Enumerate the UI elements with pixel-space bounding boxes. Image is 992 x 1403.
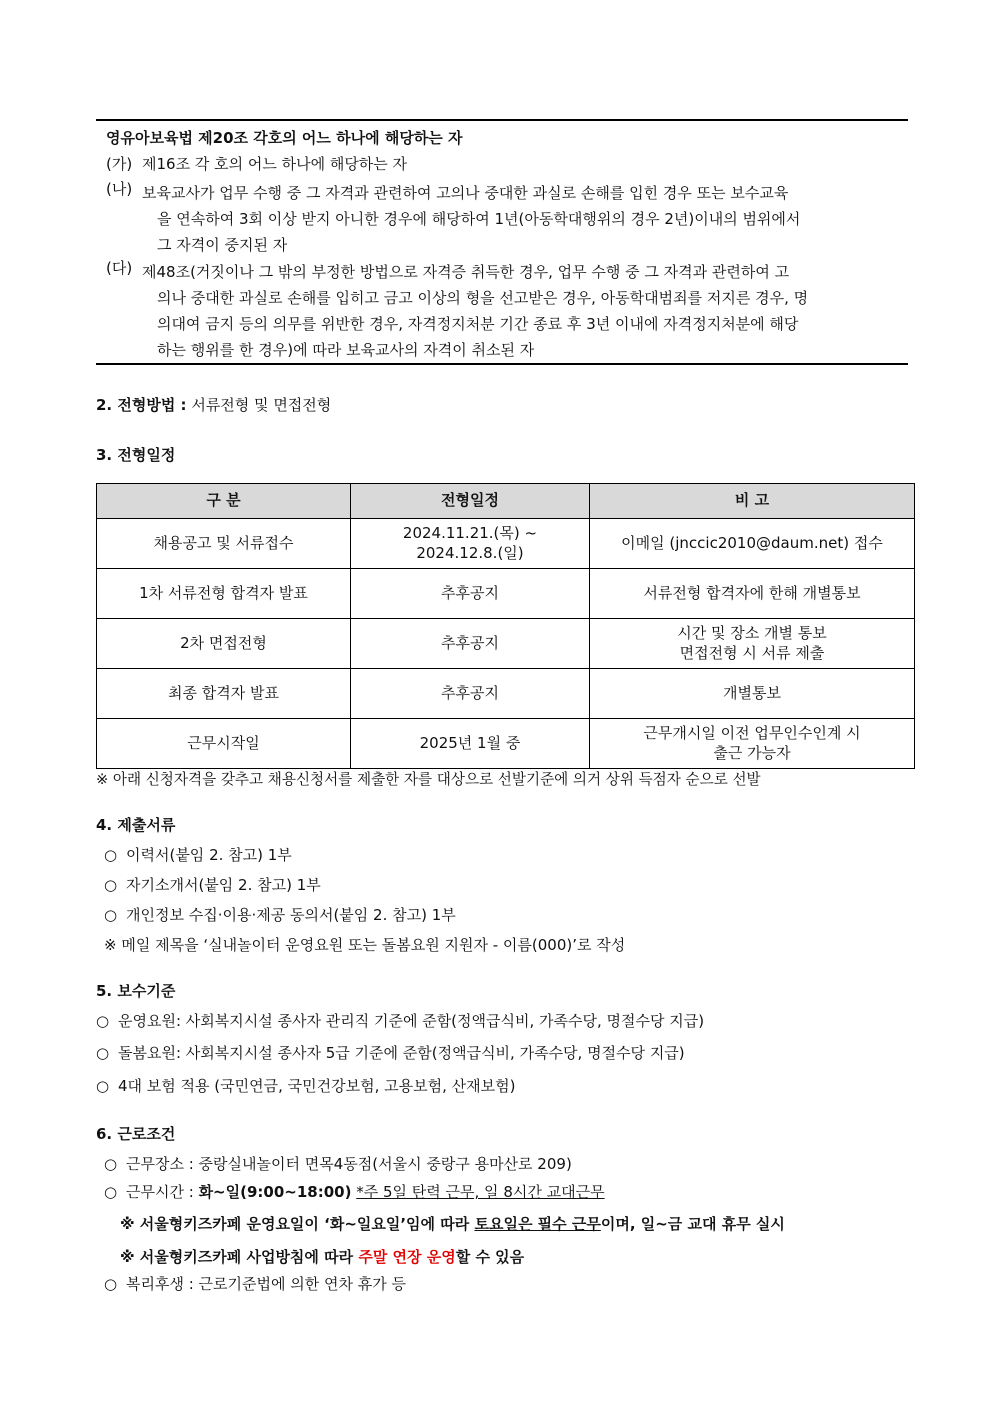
item-text-line: 보육교사가 업무 수행 중 그 자격과 관련하여 고의나 중대한 과실로 손해를 입힌 경우 또는 보수교육 [142, 184, 789, 202]
cell-line: 근무개시일 이전 업무인수인계 시 [643, 724, 861, 742]
document-item [104, 876, 321, 895]
bullet-circle-icon: ○ [104, 846, 118, 864]
table-header-cell: 비 고 [590, 484, 915, 519]
section-3-heading: 3. 전형일정 [96, 446, 176, 464]
qualification-item-da [106, 259, 900, 363]
qualification-item-ga [106, 155, 900, 174]
welfare-text: 복리후생 : 근로기준법에 의한 연차 휴가 등 [126, 1275, 406, 1293]
cell-line: 출근 가능자 [713, 743, 791, 762]
weekday-note-text: ※ 서울형키즈카페 운영요일이 ‘화~일요일’임에 따라 [120, 1215, 475, 1233]
bullet-circle-icon: ○ [104, 1275, 118, 1293]
table-row [97, 519, 915, 569]
document-item-text: 개인정보 수집·이용·제공 동의서(붙임 2. 참고) 1부 [126, 906, 456, 924]
bullet-circle-icon: ○ [96, 1012, 110, 1030]
pay-item [96, 1077, 515, 1096]
pay-item [96, 1012, 704, 1031]
cell-line: 시간 및 장소 개별 통보 [677, 624, 827, 642]
item-text-line: 그 자격이 중지된 자 [157, 236, 288, 254]
weekday-note-text: 이며, 일~금 교대 휴무 실시 [600, 1215, 785, 1233]
pay-item-text: 돌봄요원: 사회복지시설 종사자 5급 기준에 준함(정액급식비, 가족수당, 명절수당 지급) [118, 1044, 685, 1062]
work-hours [104, 1183, 605, 1202]
table-cell: 개별통보 [590, 669, 915, 719]
document-item [104, 846, 292, 865]
section-2 [96, 396, 331, 415]
table-cell [590, 619, 915, 669]
weekend-note-emphasis: 주말 연장 운영 [358, 1248, 456, 1266]
table-row [97, 569, 915, 619]
item-text-line: 의대여 금지 등의 의무를 위반한 경우, 자격정지처분 기간 종료 후 3년 이내에 자격정지처분에 해당 [157, 315, 799, 333]
item-text-line: 하는 행위를 한 경우)에 따라 보육교사의 자격이 취소된 자 [157, 341, 535, 359]
section-6-heading: 6. 근로조건 [96, 1125, 176, 1143]
document-item-text: 자기소개서(붙임 2. 참고) 1부 [126, 876, 321, 894]
section-4-heading: 4. 제출서류 [96, 816, 176, 834]
table-cell [351, 519, 590, 569]
qualification-title: 영유아보육법 제20조 각호의 어느 하나에 해당하는 자 [106, 129, 463, 147]
weekend-note-text: ※ 서울형키즈카페 사업방침에 따라 [120, 1248, 359, 1266]
table-header-cell: 구 분 [97, 484, 351, 519]
cell-line: 2024.11.21.(목) ~ [402, 524, 538, 542]
pay-item [96, 1044, 685, 1063]
qualification-box [96, 119, 908, 365]
weekend-note-text: 할 수 있음 [455, 1248, 525, 1266]
table-cell: 2차 면접전형 [97, 619, 351, 669]
table-row [97, 719, 915, 769]
weekend-note [120, 1248, 524, 1267]
table-cell: 근무시작일 [97, 719, 351, 769]
bullet-circle-icon: ○ [104, 906, 118, 924]
work-hours-label: 근무시간 : [126, 1183, 199, 1201]
cell-line: 면접전형 시 서류 제출 [679, 643, 825, 662]
item-label: (나) [106, 180, 133, 198]
section-5-heading: 5. 보수기준 [96, 982, 176, 1000]
table-row [97, 669, 915, 719]
work-hours-value: 화~일(9:00~18:00) [198, 1183, 352, 1201]
table-cell: 추후공지 [351, 569, 590, 619]
schedule-table [96, 483, 915, 769]
table-row [97, 619, 915, 669]
table-cell: 2025년 1월 중 [351, 719, 590, 769]
table-cell: 최종 합격자 발표 [97, 669, 351, 719]
bullet-circle-icon: ○ [104, 1155, 118, 1173]
work-place [104, 1155, 572, 1174]
item-text-line: 을 연속하여 3회 이상 받지 아니한 경우에 해당하여 1년(아동학대행위의 경우 2년)이내의 범위에서 [157, 210, 801, 228]
qualification-item-na [106, 180, 900, 258]
work-place-text: 근무장소 : 중랑실내놀이터 면목4동점(서울시 중랑구 용마산로 209) [126, 1155, 572, 1173]
pay-item-text: 4대 보험 적용 (국민연금, 국민건강보험, 고용보험, 산재보험) [118, 1077, 516, 1095]
table-cell: 서류전형 합격자에 한해 개별통보 [590, 569, 915, 619]
document-item-text: 이력서(붙임 2. 참고) 1부 [126, 846, 292, 864]
table-cell: 추후공지 [351, 619, 590, 669]
table-cell: 이메일 (jnccic2010@daum.net) 접수 [590, 519, 915, 569]
item-label: (다) [106, 259, 133, 277]
table-header-row [97, 484, 915, 519]
weekday-note-emphasis: 토요일은 필수 근무 [474, 1215, 601, 1233]
item-text: 제16조 각 호의 어느 하나에 해당하는 자 [142, 155, 408, 173]
section-2-value: 서류전형 및 면접전형 [191, 396, 332, 414]
email-subject-note: ※ 메일 제목을 ‘실내놀이터 운영요원 또는 돌봄요원 지원자 - 이름(000)’로 작성 [104, 936, 626, 954]
bullet-circle-icon: ○ [104, 1183, 118, 1201]
table-header-cell: 전형일정 [351, 484, 590, 519]
pay-item-text: 운영요원: 사회복지시설 종사자 관리직 기준에 준함(정액급식비, 가족수당, 명절수당 지급) [118, 1012, 705, 1030]
item-text-line: 제48조(거짓이나 그 밖의 부정한 방법으로 자격증 취득한 경우, 업무 수행 중 그 자격과 관련하여 고 [142, 263, 790, 281]
bullet-circle-icon: ○ [96, 1077, 110, 1095]
item-label: (가) [106, 155, 133, 173]
table-cell [590, 719, 915, 769]
bullet-circle-icon: ○ [104, 876, 118, 894]
table-cell: 추후공지 [351, 669, 590, 719]
weekday-note [120, 1215, 785, 1234]
work-hours-note: *주 5일 탄력 근무, 일 8시간 교대근무 [356, 1183, 605, 1201]
section-2-heading: 2. 전형방법 : [96, 396, 187, 414]
table-cell: 채용공고 및 서류접수 [97, 519, 351, 569]
bullet-circle-icon: ○ [96, 1044, 110, 1062]
selection-note: ※ 아래 신청자격을 갖추고 채용신청서를 제출한 자를 대상으로 선발기준에 의거 상위 득점자 순으로 선발 [96, 771, 761, 788]
welfare [104, 1275, 406, 1294]
document-item [104, 906, 456, 925]
item-text-line: 의나 중대한 과실로 손해를 입히고 금고 이상의 형을 선고받은 경우, 아동학대범죄를 저지른 경우, 명 [157, 289, 809, 307]
table-cell: 1차 서류전형 합격자 발표 [97, 569, 351, 619]
cell-line: 2024.12.8.(일) [416, 543, 524, 562]
